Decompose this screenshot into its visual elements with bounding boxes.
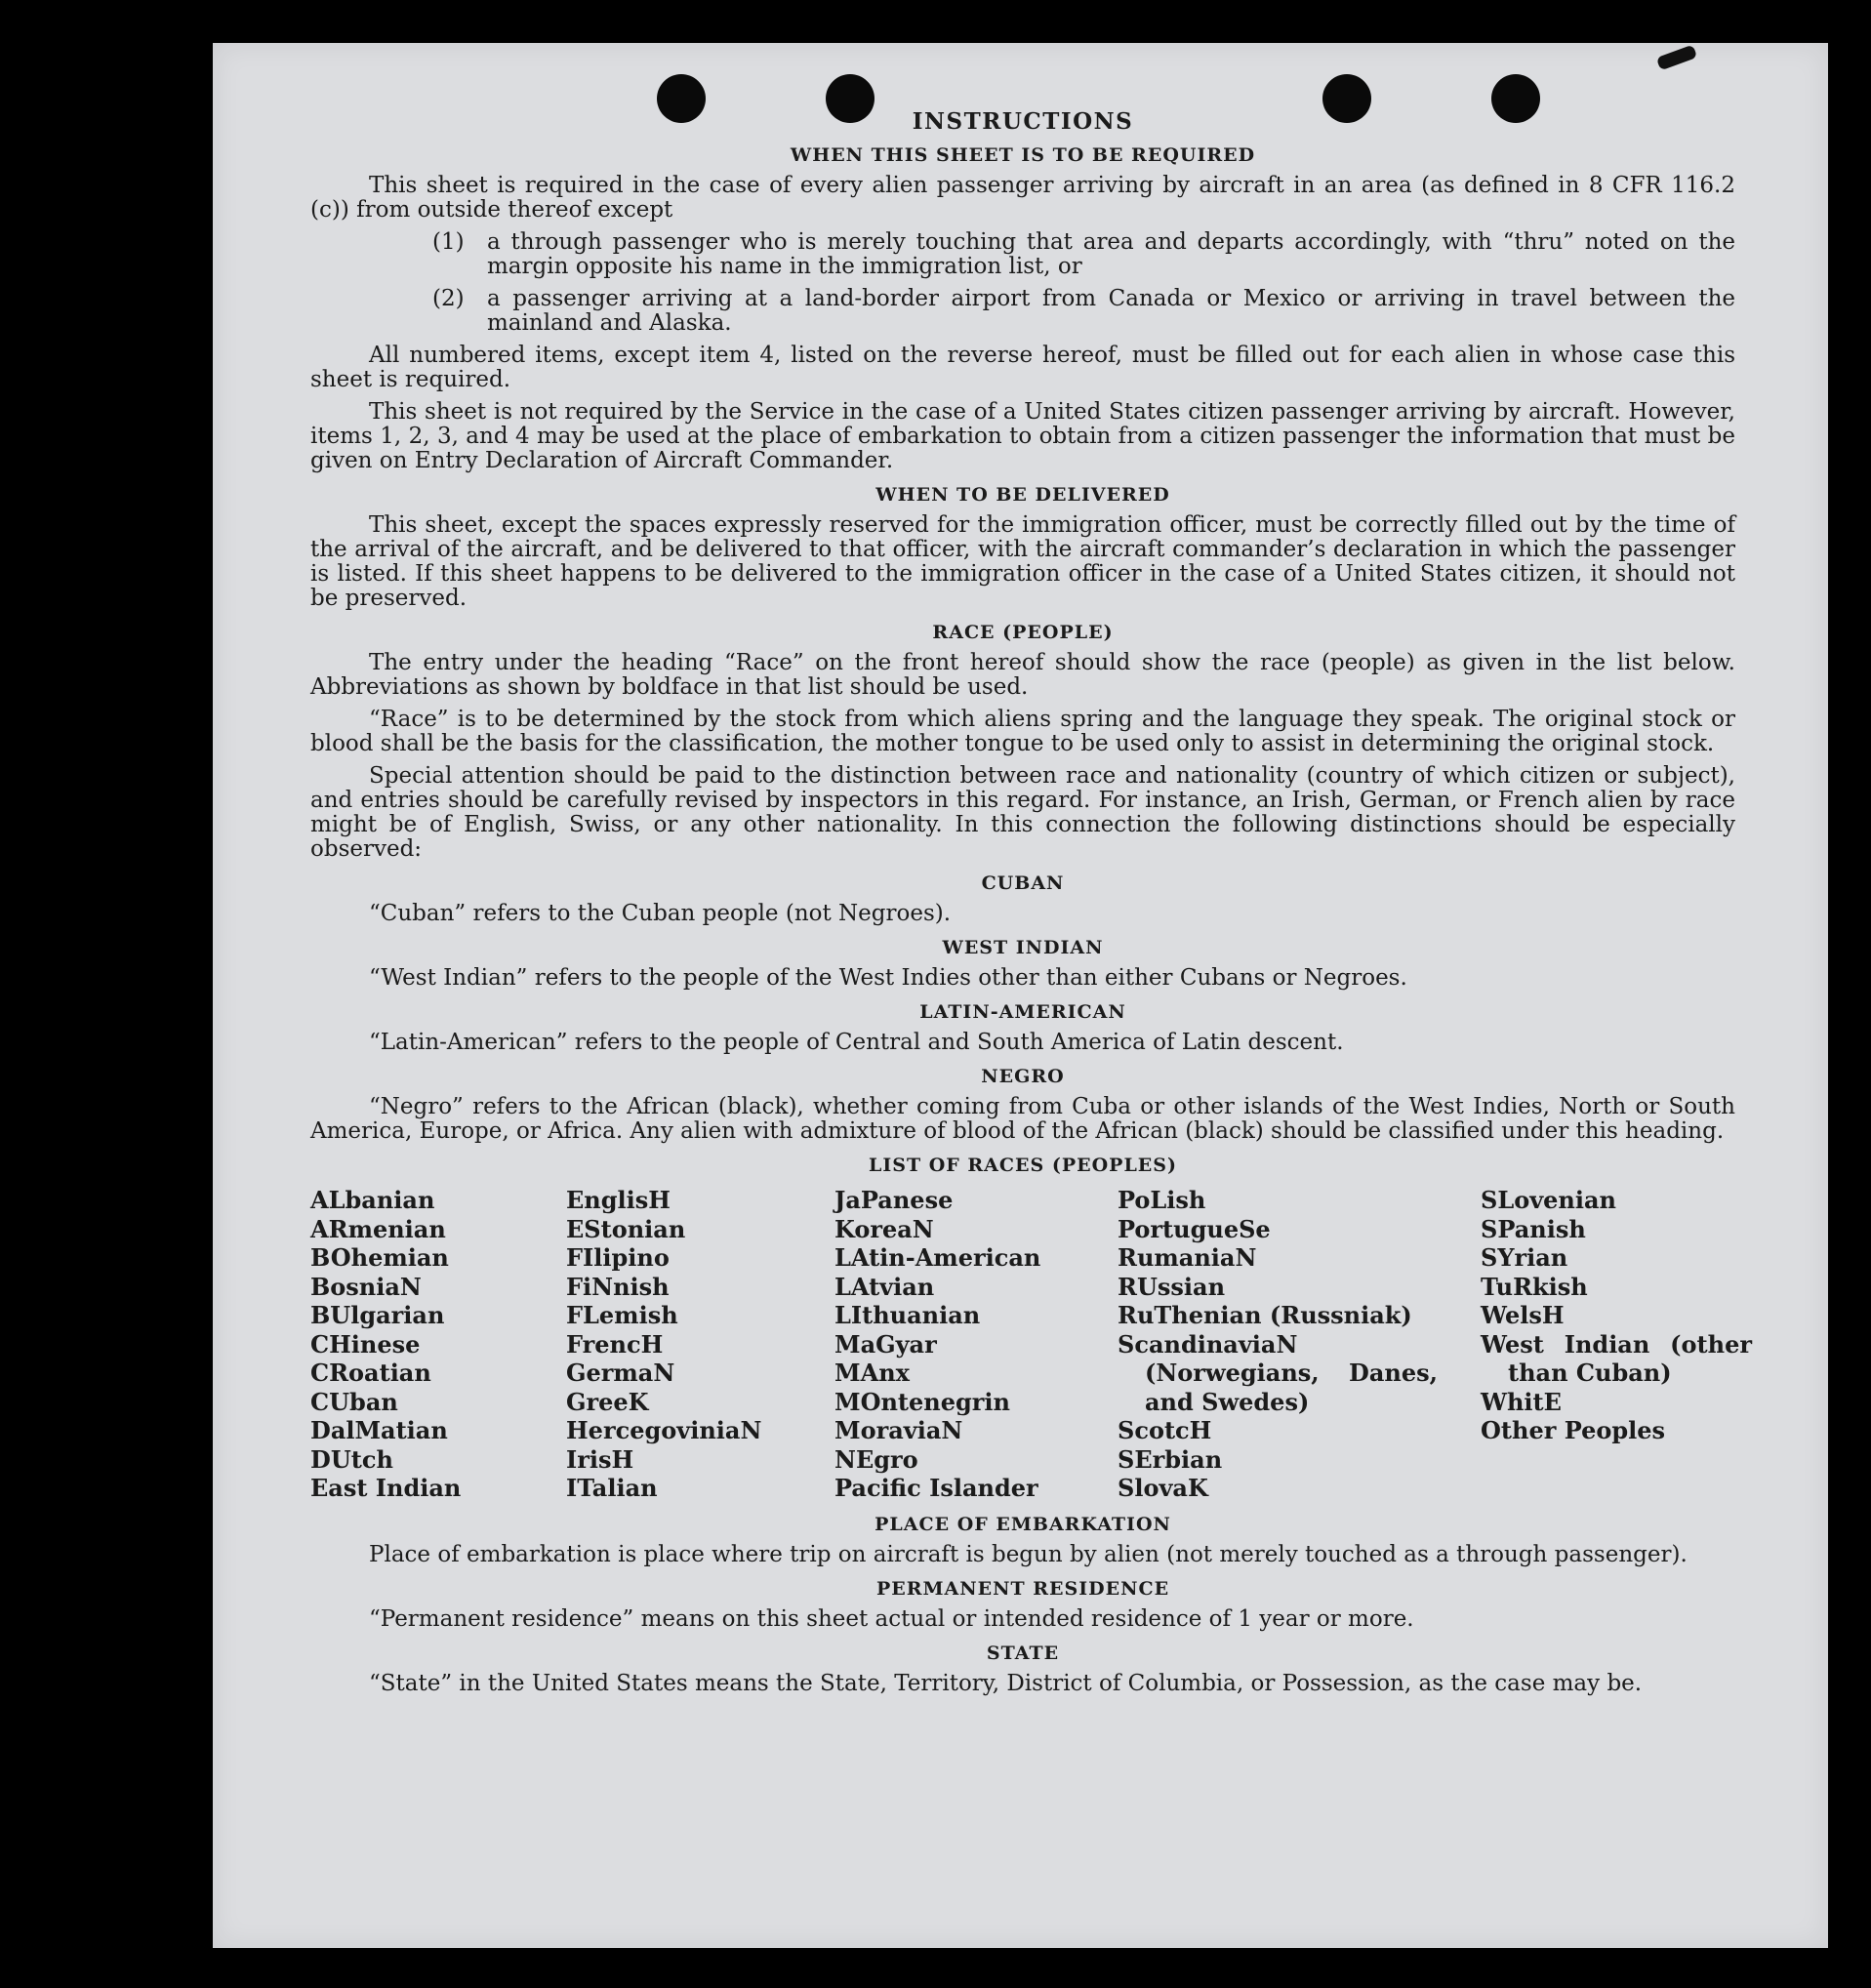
- paragraph: The entry under the heading “Race” on the front hereof should show the race (people) as given in the list below. Abbreviations as shown by boldface in that list should be used.: [310, 650, 1735, 700]
- race-entry: LAtvian: [834, 1272, 935, 1301]
- definition: “Latin-American” refers to the people of Central and South America of Latin descent.: [369, 1030, 1344, 1055]
- section-heading: CUBAN: [981, 872, 1065, 894]
- paragraph: “State” in the United States means the State, Territory, District of Columbia, or Possession, as the case may be.: [369, 1670, 1643, 1696]
- race-entry: RuThenian (Russniak): [1118, 1301, 1412, 1329]
- race-entry: CRoatian: [310, 1359, 431, 1387]
- section-heading: PERMANENT RESIDENCE: [875, 1577, 1170, 1600]
- race-entry: Pacific Islander: [834, 1474, 1038, 1502]
- race-column: [566, 1186, 834, 1503]
- race-column: [834, 1186, 1118, 1503]
- race-entry: JaPanese: [834, 1186, 954, 1214]
- race-entry: WhitE: [1481, 1387, 1562, 1416]
- exception-number: (1): [432, 229, 465, 255]
- race-entry: HercegoviniaN: [566, 1416, 762, 1444]
- race-entry: FLemish: [566, 1301, 678, 1329]
- definition: “West Indian” refers to the people of the West Indies other than either Cubans or Negroes.: [369, 965, 1407, 991]
- race-entry: WelsH: [1481, 1301, 1565, 1329]
- race-entry: LIthuanian: [834, 1301, 981, 1329]
- section-heading: WHEN THIS SHEET IS TO BE REQUIRED: [790, 144, 1256, 166]
- paragraph: Place of embarkation is place where trip on aircraft is begun by alien (not merely touched as a through passenger).: [369, 1541, 1688, 1567]
- race-entry: LAtin-American: [834, 1243, 1041, 1272]
- section-heading: NEGRO: [981, 1066, 1065, 1087]
- race-entry: TuRkish: [1481, 1272, 1588, 1301]
- paragraph: This sheet, except the spaces expressly reserved for the immigration officer, must be correctly filled out by the time of the arrival of the aircraft, and be delivered to that officer, with the aircraft commander’s declaration in which the passenger is listed. If this sheet happens to be delivered to the immigration officer in the case of a United States citizen, it should not be preserved.: [310, 512, 1735, 611]
- paragraph: “Race” is to be determined by the stock from which aliens spring and the language they speak. The original stock or blood shall be the basis for the classification, the mother tongue to be used only to assist in determining the original stock.: [310, 707, 1735, 756]
- race-entry: GreeK: [566, 1387, 649, 1416]
- section-heading: PLACE OF EMBARKATION: [874, 1513, 1171, 1535]
- race-entry: SPanish: [1481, 1214, 1586, 1243]
- race-entry: CUban: [310, 1387, 398, 1416]
- race-entry: DUtch: [310, 1444, 393, 1474]
- paragraph: “Permanent residence” means on this sheet actual or intended residence of 1 year or more.: [369, 1605, 1414, 1632]
- race-entry: SErbian: [1118, 1444, 1223, 1474]
- race-entry: PoLish: [1118, 1186, 1206, 1214]
- torn-corner-mark: [1656, 45, 1697, 71]
- race-entry: FrencH: [566, 1329, 664, 1359]
- document-sheet: [213, 43, 1828, 1948]
- paragraph: This sheet is required in the case of every alien passenger arriving by aircraft in an area (as defined in 8 CFR 116.2 (c)) from outside thereof except: [310, 173, 1735, 223]
- race-entry: Other Peoples: [1481, 1416, 1666, 1444]
- race-entry: ScandinaviaN (Norwegians, Danes, and Swedes): [1118, 1329, 1438, 1416]
- section-heading: WEST INDIAN: [942, 937, 1104, 958]
- race-entry: CHinese: [310, 1329, 421, 1359]
- paragraph: All numbered items, except item 4, listed on the reverse hereof, must be filled out for each alien in whose case this sheet is required.: [310, 343, 1735, 392]
- exception-item: [310, 230, 1735, 279]
- race-entry: NEgro: [834, 1444, 918, 1474]
- section-heading: LIST OF RACES (PEOPLES): [869, 1155, 1177, 1176]
- race-entry: MOntenegrin: [834, 1387, 1010, 1416]
- race-entry: BOhemian: [310, 1243, 449, 1272]
- race-entry: SYrian: [1481, 1243, 1568, 1272]
- exception-text: a passenger arriving at a land-border airport from Canada or Mexico or arriving in travel between the mainland and Alaska.: [487, 286, 1735, 336]
- exception-text: a through passenger who is merely touching that area and departs accordingly, with “thru” noted on the margin opposite his name in the immigration list, or: [487, 229, 1735, 279]
- definition: “Negro” refers to the African (black), whether coming from Cuba or other islands of the West Indies, North or South America, Europe, or Africa. Any alien with admixture of blood of the African (black) should be classified under this heading.: [310, 1094, 1735, 1144]
- race-column: [1481, 1186, 1752, 1503]
- race-entry: MAnx: [834, 1359, 910, 1387]
- race-entry: FiNnish: [566, 1272, 670, 1301]
- section-heading: WHEN TO BE DELIVERED: [875, 484, 1170, 506]
- race-entry: BosniaN: [310, 1272, 422, 1301]
- instructions-title: INSTRUCTIONS: [912, 108, 1134, 135]
- race-entry: IrisH: [566, 1444, 634, 1474]
- section-heading: LATIN-AMERICAN: [919, 1001, 1126, 1023]
- race-entry: SlovaK: [1118, 1474, 1208, 1502]
- race-entry: EStonian: [566, 1214, 686, 1243]
- race-entry: ARmenian: [310, 1214, 446, 1243]
- paragraph: Special attention should be paid to the distinction between race and nationality (country of which citizen or subject), and entries should be carefully revised by inspectors in this regard. For instance, an Irish, German, or French alien by race might be of English, Swiss, or any other nationality. In this connection the following distinctions should be especially observed:: [310, 763, 1735, 862]
- race-entry: SLovenian: [1481, 1186, 1616, 1214]
- race-entry: RUssian: [1118, 1272, 1226, 1301]
- race-entry: GermaN: [566, 1359, 675, 1387]
- race-entry: BUlgarian: [310, 1301, 445, 1329]
- exception-number: (2): [432, 286, 465, 311]
- race-entry: ITalian: [566, 1474, 658, 1502]
- race-entry: KoreaN: [834, 1214, 934, 1243]
- definition: “Cuban” refers to the Cuban people (not Negroes).: [369, 901, 952, 926]
- race-entry: PortugueSe: [1118, 1214, 1271, 1243]
- race-entry: EnglisH: [566, 1186, 671, 1214]
- race-column: [1118, 1186, 1481, 1503]
- race-entry: RumaniaN: [1118, 1243, 1257, 1272]
- race-list: [310, 1186, 1752, 1503]
- exception-item: [310, 287, 1735, 336]
- instructions-content: [310, 108, 1752, 1704]
- paragraph: This sheet is not required by the Service in the case of a United States citizen passenger arriving by aircraft. However, items 1, 2, 3, and 4 may be used at the place of embarkation to obtain from a citizen passenger the information that must be given on Entry Declaration of Aircraft Commander.: [310, 399, 1735, 473]
- race-entry: MaGyar: [834, 1329, 937, 1359]
- race-entry: ScotcH: [1118, 1416, 1212, 1444]
- race-entry: DalMatian: [310, 1416, 448, 1444]
- race-column: [310, 1186, 566, 1503]
- section-heading: STATE: [986, 1642, 1060, 1664]
- section-heading: RACE (PEOPLE): [932, 622, 1114, 643]
- race-entry: ALbanian: [310, 1186, 435, 1214]
- race-entry: MoraviaN: [834, 1416, 963, 1444]
- race-entry: East Indian: [310, 1474, 462, 1502]
- race-entry: FIlipino: [566, 1243, 670, 1272]
- race-entry: West Indian (other than Cuban): [1481, 1329, 1752, 1387]
